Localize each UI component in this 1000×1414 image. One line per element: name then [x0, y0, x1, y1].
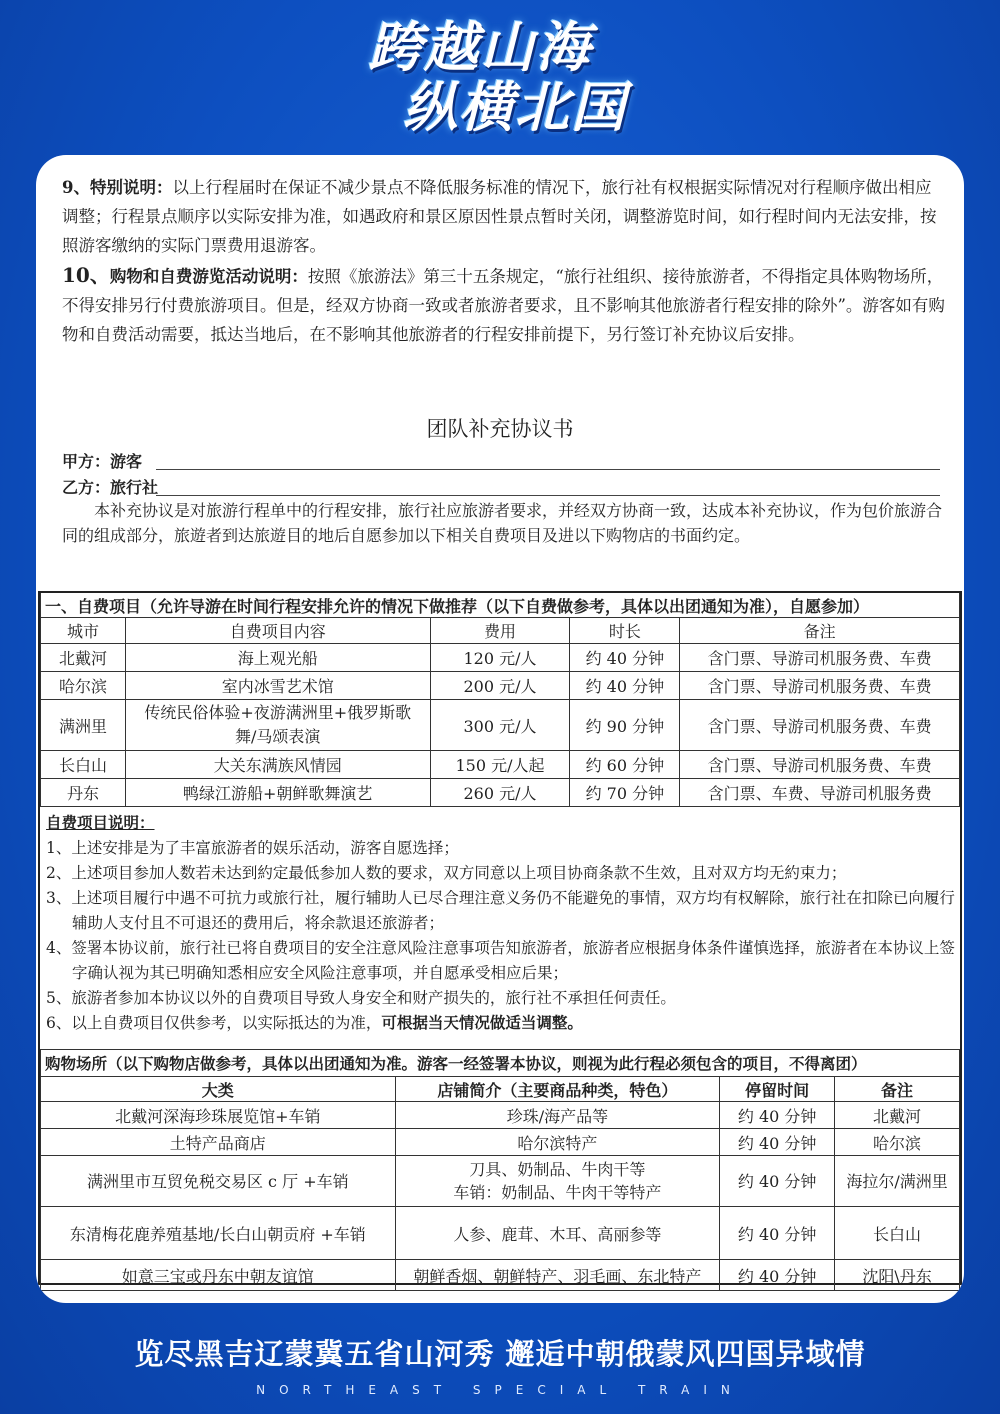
- table-cell: 含门票、导游司机服务费、车费: [680, 672, 960, 700]
- table-row: [41, 672, 960, 700]
- party-b: [62, 475, 940, 498]
- column-header: 城市: [41, 618, 126, 644]
- table-cell: 珍珠/海产品等: [395, 1102, 720, 1129]
- column-header: 时长: [570, 618, 680, 644]
- table-cell: 约 40 分钟: [570, 644, 680, 672]
- table-cell: 人参、鹿茸、木耳、高丽参等: [395, 1207, 720, 1260]
- section-10-text: 按照《旅游法》第三十五条规定，“旅行社组织、接待旅游者，不得指定具体购物场所，不得安排另行付费旅游项目。但是，经双方协商一致或者旅游者要求，且不影响其他旅游者行程安排的除外”。游客如有购物和自费活动需要，抵达当地后，在不影响其他旅游者的行程安排前提下，另行签订补充协议后安排。: [62, 267, 945, 344]
- table-cell: [395, 1156, 720, 1207]
- section-10: [62, 261, 946, 349]
- table-cell: 含门票、导游司机服务费、车费: [680, 751, 960, 779]
- logo-line-1: 跨越山海: [368, 16, 592, 79]
- table-cell: 丹东: [41, 779, 126, 807]
- table-cell: 300 元/人: [430, 700, 570, 751]
- column-header: 备注: [680, 618, 960, 644]
- table-cell: 朝鲜香烟、朝鲜特产、羽毛画、东北特产: [395, 1260, 720, 1291]
- table-cell: 北戴河: [41, 644, 126, 672]
- party-a-blank: [156, 468, 940, 470]
- agreement-intro: 本补充协议是对旅游行程单中的行程安排，旅行社应旅游者要求，并经双方协商一致，达成本补充协议，作为包价旅游合同的组成部分，旅遊者到达旅遊目的地后自愿参加以下相关自费项目及进以下购物店的书面约定。: [62, 501, 943, 545]
- column-header: 费用: [430, 618, 570, 644]
- table-cell: 长白山: [835, 1207, 960, 1260]
- table-cell: 北戴河: [835, 1102, 960, 1129]
- table-cell: 鸭绿江游船+朝鲜歌舞演艺: [125, 779, 430, 807]
- party-b-blank: [156, 494, 940, 496]
- table-cell: 大关东满族风情园: [125, 751, 430, 779]
- table-cell: 海拉尔/满洲里: [835, 1156, 960, 1207]
- table-cell: 约 40 分钟: [570, 672, 680, 700]
- table-cell: 东清梅花鹿养殖基地/长白山朝贡府 +车销: [41, 1207, 396, 1260]
- note-6-text: 6、以上自费项目仅供参考，以实际抵达的为准，: [46, 1014, 382, 1032]
- table-cell: 200 元/人: [430, 672, 570, 700]
- table-cell: 满洲里市互贸免税交易区 c 厅 +车销: [41, 1156, 396, 1207]
- table-cell: 约 40 分钟: [720, 1207, 835, 1260]
- table-cell: 约 60 分钟: [570, 751, 680, 779]
- agreement-title: 团队补充协议书: [426, 417, 574, 441]
- table-cell: 如意三宝或丹东中朝友谊馆: [41, 1260, 396, 1291]
- table-cell: 哈尔滨特产: [395, 1129, 720, 1156]
- cell-line: 车销：奶制品、牛肉干等特产: [453, 1183, 662, 1202]
- column-header: 店铺简介（主要商品种类，特色）: [395, 1077, 720, 1102]
- logo-line-2: 纵横北国: [403, 76, 627, 139]
- column-header: 备注: [835, 1077, 960, 1102]
- table-cell: 传统民俗体验+夜游满洲里+俄罗斯歌舞/马颂表演: [125, 700, 430, 751]
- section-9: [62, 173, 946, 260]
- table-cell: 海上观光船: [125, 644, 430, 672]
- table-cell: 沈阳\丹东: [835, 1260, 960, 1291]
- table-cell: 约 90 分钟: [570, 700, 680, 751]
- note-item: 3、上述项目履行中遇不可抗力或旅行社，履行辅助人已尽合理注意义务仍不能避免的事情，双方均有权解除，旅行社在扣除已向履行辅助人支付且不可退还的费用后，将余款退还旅游者；: [46, 889, 955, 932]
- shopping-table: [40, 1049, 960, 1291]
- party-a-label: 甲方：游客: [62, 452, 143, 471]
- content-card: [36, 155, 964, 1303]
- items-box: [38, 591, 962, 1285]
- section-10-label: 10、: [62, 263, 110, 287]
- footer-subtitle: NORTHEAST SPECIAL TRAIN: [256, 1383, 744, 1397]
- note-item: 2、上述项目参加人数若未达到約定最低参加人数的要求，双方同意以上项目协商条款不生效，且对双方均无約束力；: [46, 864, 847, 882]
- section-9-text: 以上行程届时在保证不减少景点不降低服务标准的情况下，旅行社有权根据实际情况对行程顺序做出相应调整；行程景点顺序以实际安排为准，如遇政府和景区原因性景点暂时关闭，调整游览时间，如行程时间内无法安排，按照游客缴纳的实际门票费用退游客。: [62, 178, 937, 255]
- table-cell: 约 40 分钟: [720, 1260, 835, 1291]
- table-row: [41, 1207, 960, 1260]
- table-row: [41, 751, 960, 779]
- table-cell: 约 40 分钟: [720, 1129, 835, 1156]
- self-pay-header: 一、自费项目（允许导游在时间行程安排允许的情况下做推荐（以下自费做参考，具体以出团通知为准），自愿参加）: [41, 593, 960, 618]
- table-cell: 北戴河深海珍珠展览馆+车销: [41, 1102, 396, 1129]
- column-header: 自费项目内容: [125, 618, 430, 644]
- table-cell: 150 元/人起: [430, 751, 570, 779]
- table-row: [41, 1260, 960, 1291]
- footer-slogan: 览尽黑吉辽蒙冀五省山河秀 邂逅中朝俄蒙风四国异域情: [134, 1337, 866, 1371]
- note-item: [46, 1011, 960, 1036]
- table-cell: 含门票、导游司机服务费、车费: [680, 644, 960, 672]
- table-cell: 室内冰雪艺术馆: [125, 672, 430, 700]
- cell-line: 刀具、奶制品、牛肉干等: [469, 1160, 646, 1179]
- table-row: [41, 1102, 960, 1129]
- party-a: [62, 449, 940, 472]
- notes-title: 自费项目说明：: [46, 814, 155, 832]
- table-cell: 长白山: [41, 751, 126, 779]
- self-pay-table: [40, 593, 960, 807]
- table-cell: 约 40 分钟: [720, 1102, 835, 1129]
- table-row: [41, 779, 960, 807]
- note-item: 1、上述安排是为了丰富旅游者的娱乐活动，游客自愿选择；: [46, 839, 459, 857]
- column-header: 大类: [41, 1077, 396, 1102]
- table-cell: 哈尔滨: [41, 672, 126, 700]
- note-6-bold: 可根据当天情况做适当调整。: [381, 1014, 583, 1032]
- table-cell: 约 70 分钟: [570, 779, 680, 807]
- table-row: [41, 1156, 960, 1207]
- table-cell: 含门票、车费、导游司机服务费: [680, 779, 960, 807]
- table-cell: 哈尔滨: [835, 1129, 960, 1156]
- table-row: [41, 1129, 960, 1156]
- table-cell: 约 40 分钟: [720, 1156, 835, 1207]
- note-item: 4、签署本协议前，旅行社已将自费项目的安全注意风险注意事项告知旅游者，旅游者应根据身体条件谨慎选择，旅游者在本协议上签字确认视为其已明确知悉相应安全风险注意事项，并自愿承受相应后果；: [46, 939, 955, 982]
- table-cell: 满洲里: [41, 700, 126, 751]
- party-b-label: 乙方：旅行社: [62, 478, 159, 497]
- note-item: 5、旅游者参加本协议以外的自费项目导致人身安全和财产损失的，旅行社不承担任何责任。: [46, 989, 676, 1007]
- table-cell: 260 元/人: [430, 779, 570, 807]
- table-cell: 含门票、导游司机服务费、车费: [680, 700, 960, 751]
- column-header: 停留时间: [720, 1077, 835, 1102]
- logo: [0, 18, 1000, 138]
- table-row: [41, 700, 960, 751]
- table-row: [41, 644, 960, 672]
- section-9-label: 9、特别说明：: [62, 178, 173, 197]
- self-pay-notes: [46, 811, 960, 1036]
- table-cell: 120 元/人: [430, 644, 570, 672]
- section-10-label-2: 购物和自费游览活动说明：: [109, 267, 308, 286]
- shopping-header: 购物场所（以下购物店做参考，具体以出团通知为准。游客一经签署本协议，则视为此行程必须包含的项目，不得离团）: [41, 1050, 960, 1077]
- table-cell: 土特产品商店: [41, 1129, 396, 1156]
